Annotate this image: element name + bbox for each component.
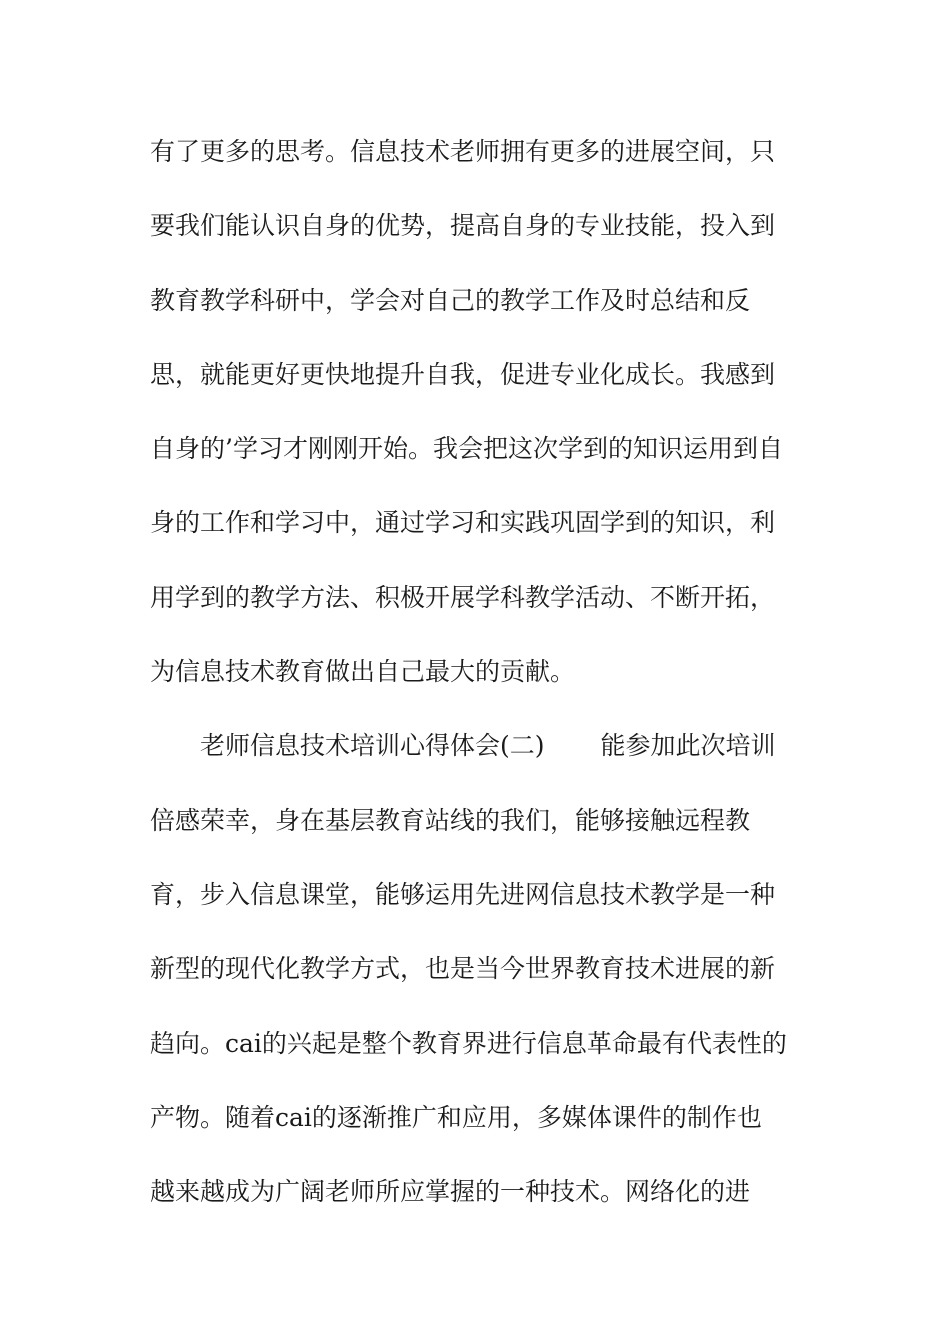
paragraph-line: 有了更多的思考。信息技术老师拥有更多的进展空间，只 (150, 137, 776, 166)
paragraph-line: 身的工作和学习中，通过学习和实践巩固学到的知识，利 (150, 508, 776, 538)
section-heading: 老师信息技术培训心得体会(二) (200, 731, 545, 761)
section-first-line (150, 709, 830, 783)
paragraph-line: 思，就能更好更快地提升自我，促进专业化成长。我感到 (150, 359, 776, 389)
paragraph-line: 用学到的教学方法、积极开展学科教学活动、不断开拓， (150, 582, 776, 612)
paragraph-line: 自身的’学习才刚刚开始。我会把这次学到的知识运用到自 (150, 434, 783, 464)
paragraph-line: 倍感荣幸，身在基层教育站线的我们，能够接触远程教 (150, 805, 751, 835)
document-body (150, 115, 830, 1229)
section-first-line-text: 能参加此次培训 (600, 731, 776, 761)
paragraph-line: 育，步入信息课堂，能够运用先进网信息技术教学是一种 (150, 879, 776, 909)
paragraph-line: 教育教学科研中，学会对自己的教学工作及时总结和反 (150, 285, 751, 315)
paragraph-line: 新型的现代化教学方式，也是当今世界教育技术进展的新 (150, 954, 776, 984)
paragraph-line: 趋向。cai的兴起是整个教育界进行信息革命最有代表性的 (150, 1028, 787, 1058)
paragraph-line: 要我们能认识自身的优势，提高自身的专业技能，投入到 (150, 211, 776, 241)
paragraph-line: 为信息技术教育做出自己最大的贡献。 (150, 657, 576, 687)
paragraph-line: 产物。随着cai的逐渐推广和应用，多媒体课件的制作也 (150, 1102, 762, 1132)
paragraph-line: 越来越成为广阔老师所应掌握的一种技术。网络化的进 (150, 1177, 751, 1207)
